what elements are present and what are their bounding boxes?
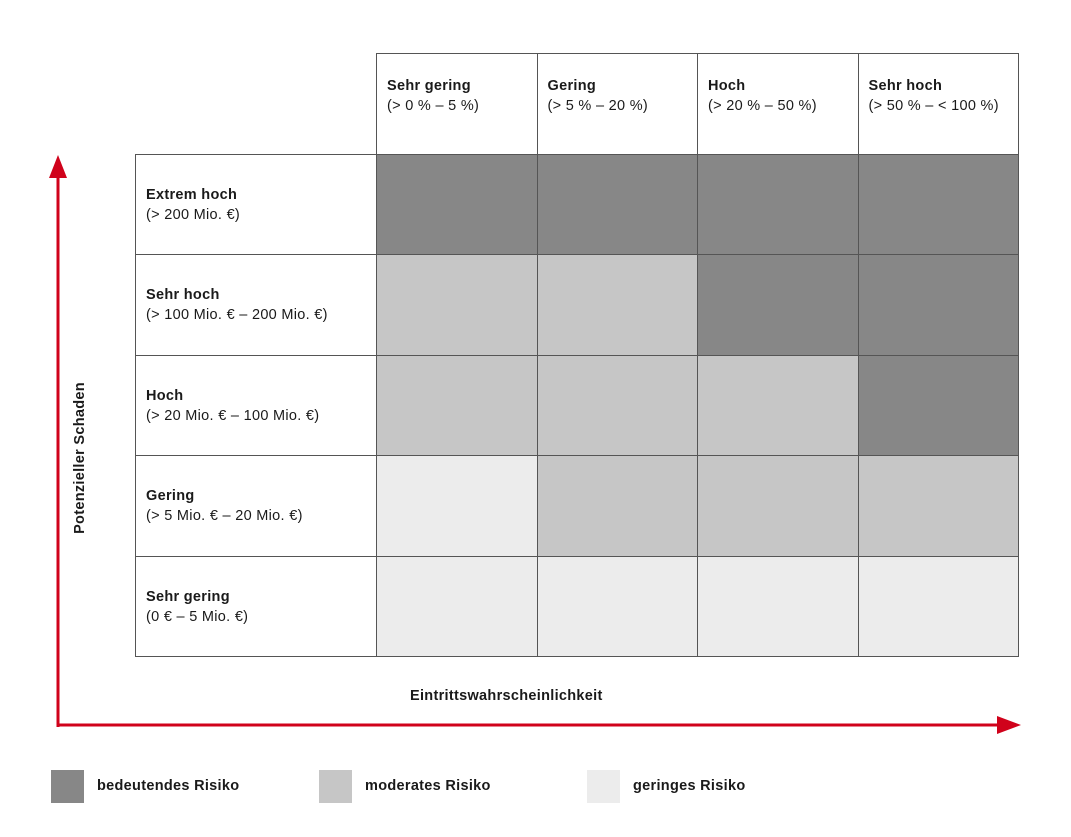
column-title: Gering — [547, 78, 597, 94]
row-range: (> 100 Mio. € – 200 Mio. €) — [146, 307, 328, 324]
arrow-right-icon — [997, 716, 1021, 734]
row-range: (0 € – 5 Mio. €) — [146, 608, 249, 625]
column-range: (> 0 % – 5 %) — [387, 98, 480, 114]
row-title: Sehr hoch — [146, 287, 220, 304]
row-title: Sehr gering — [146, 588, 230, 605]
legend-label: bedeutendes Risiko — [97, 778, 240, 794]
legend-label: moderates Risiko — [365, 778, 491, 794]
row-title: Hoch — [146, 387, 184, 404]
y-axis-label: Potenzieller Schaden — [72, 382, 88, 534]
row-range: (> 20 Mio. € – 100 Mio. €) — [146, 407, 320, 424]
row-title: Gering — [146, 488, 195, 505]
column-range: (> 50 % – < 100 %) — [868, 98, 999, 114]
column-range: (> 5 % – 20 %) — [547, 98, 649, 114]
column-range: (> 20 % – 50 %) — [708, 98, 817, 114]
column-title: Sehr gering — [387, 78, 471, 94]
x-axis-label: Eintrittswahrscheinlichkeit — [410, 688, 603, 704]
row-range: (> 200 Mio. €) — [146, 207, 241, 223]
row-title: Extrem hoch — [146, 187, 238, 203]
column-title: Sehr hoch — [868, 78, 943, 94]
column-title: Hoch — [708, 78, 746, 94]
legend-swatch-gering — [587, 770, 620, 803]
legend-swatch-moderat — [319, 770, 352, 803]
legend-swatch-bedeutend — [51, 770, 84, 803]
row-range: (> 5 Mio. € – 20 Mio. €) — [146, 508, 303, 525]
legend-label: geringes Risiko — [633, 778, 746, 794]
arrow-up-icon — [49, 155, 67, 178]
